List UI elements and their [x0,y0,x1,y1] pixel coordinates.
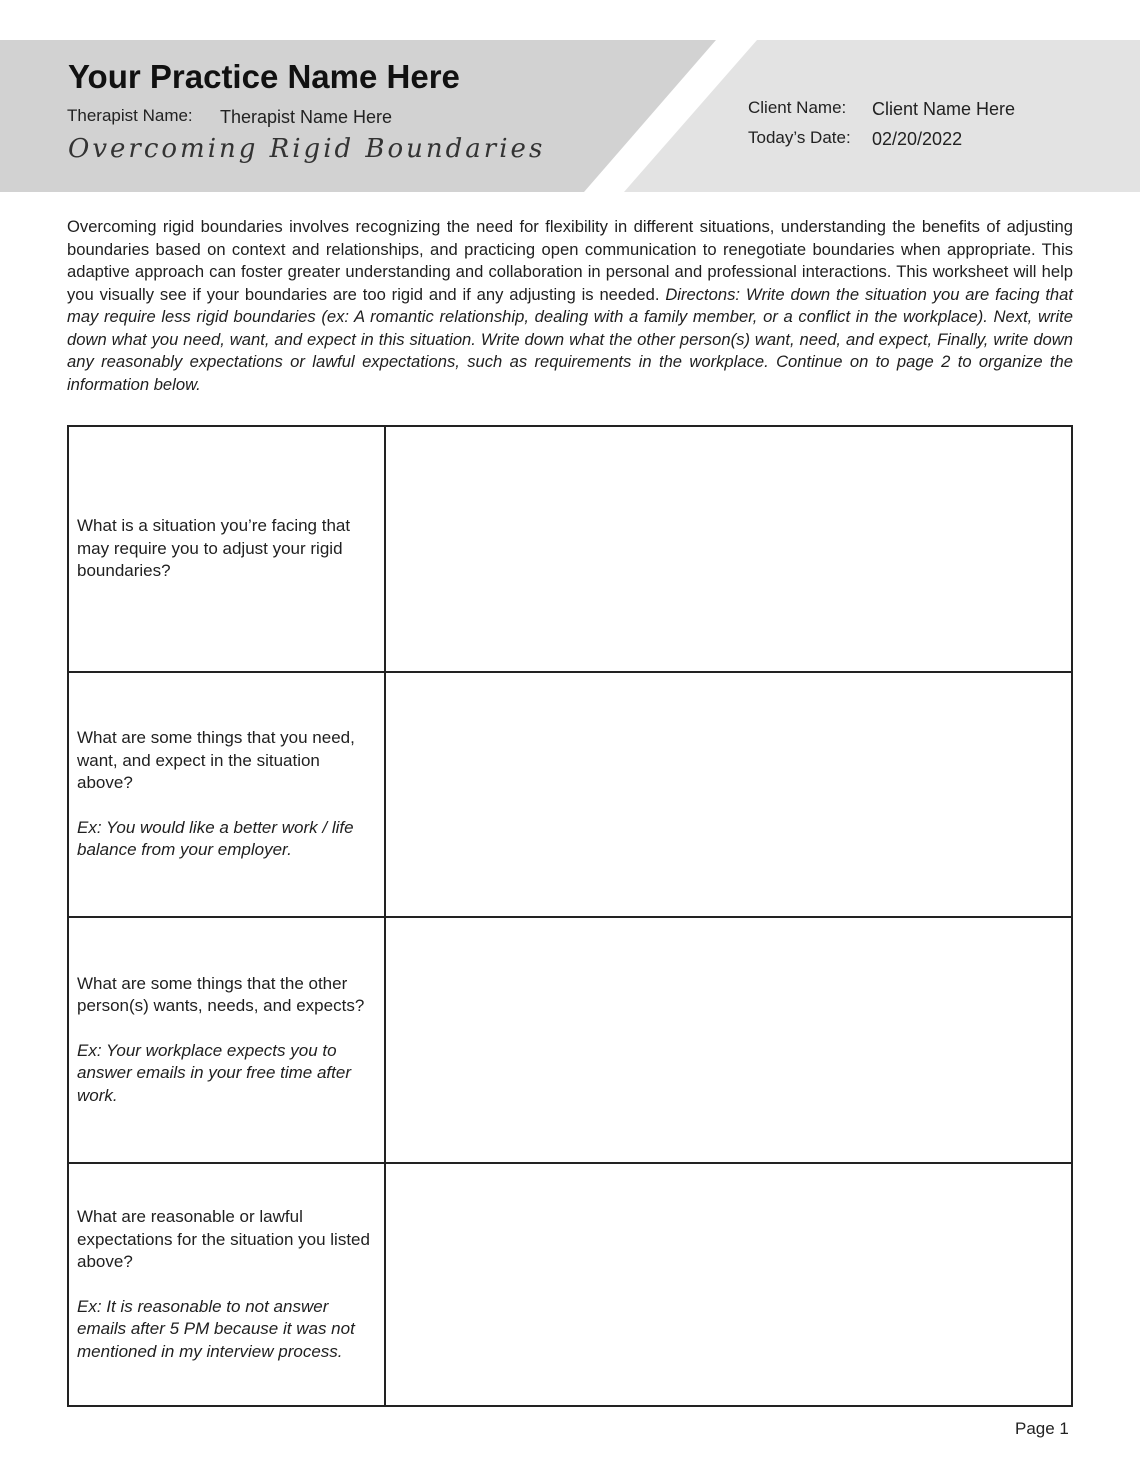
client-name-label: Client Name: [748,98,847,117]
therapist-name-label: Therapist Name: [67,106,193,125]
directions-text: Directons: Write down the situation you are facing that may require less rigid boundaries (ex: A romantic relationship, dealing with a family member, or a conflict in the workplace). Next, write down what you need, want, and expect in this situation. Write down what the other person(s) want, need, and expect, Finally, write down any reasonably expectations or lawful expectations, such as requirements in the workplace. Continue on to page 2 to organize the information below. [67,284,1073,394]
worksheet-row [69,427,1071,673]
answer-field[interactable] [386,673,1071,916]
answer-field[interactable] [386,1164,1071,1405]
answer-field[interactable] [386,918,1071,1162]
question-text: What are reasonable or lawful expectations for the situation you listed above? [77,1207,370,1271]
todays-date-label: Today’s Date: [748,128,851,147]
question-cell [69,918,386,1162]
example-text: Ex: It is reasonable to not answer emails after 5 PM because it was not mentioned in my interview process. [77,1296,355,1361]
todays-date-value: 02/20/2022 [872,129,963,149]
example-text: Ex: You would like a better work / life balance from your employer. [77,817,354,860]
worksheet-row [69,673,1071,918]
question-cell [69,427,386,671]
client-name-value: Client Name Here [872,99,1016,119]
example-text: Ex: Your workplace expects you to answer emails in your free time after work. [77,1040,351,1105]
question-cell [69,1164,386,1405]
question-text: What is a situation you’re facing that may require you to adjust your rigid boundaries? [77,516,351,581]
intro-text: Overcoming rigid boundaries involves recognizing the need for flexibility in different situations, understanding the benefits of adjusting boundaries based on context and relationships, and practicing open communication to renegotiate boundaries when appropriate. This adaptive approach can foster greater understanding and collaboration in personal and professional interactions. This worksheet will help you visually see if your boundaries are too rigid and if any adjusting is needed. [67,217,1073,304]
therapist-name-value: Therapist Name Here [220,107,393,127]
answer-field[interactable] [386,427,1071,671]
intro-paragraph [67,216,1073,396]
question-text: What are some things that the other person(s) wants, needs, and expects? [77,973,365,1016]
page-number: Page 1 [1015,1419,1069,1438]
question-text: What are some things that you need, want, and expect in the situation above? [77,728,355,793]
practice-name: Your Practice Name Here [68,58,460,95]
worksheet-row [69,1164,1071,1405]
worksheet-row [69,918,1071,1164]
question-cell [69,673,386,916]
worksheet-title: Overcoming Rigid Boundaries [68,134,546,164]
worksheet-table [67,425,1073,1407]
